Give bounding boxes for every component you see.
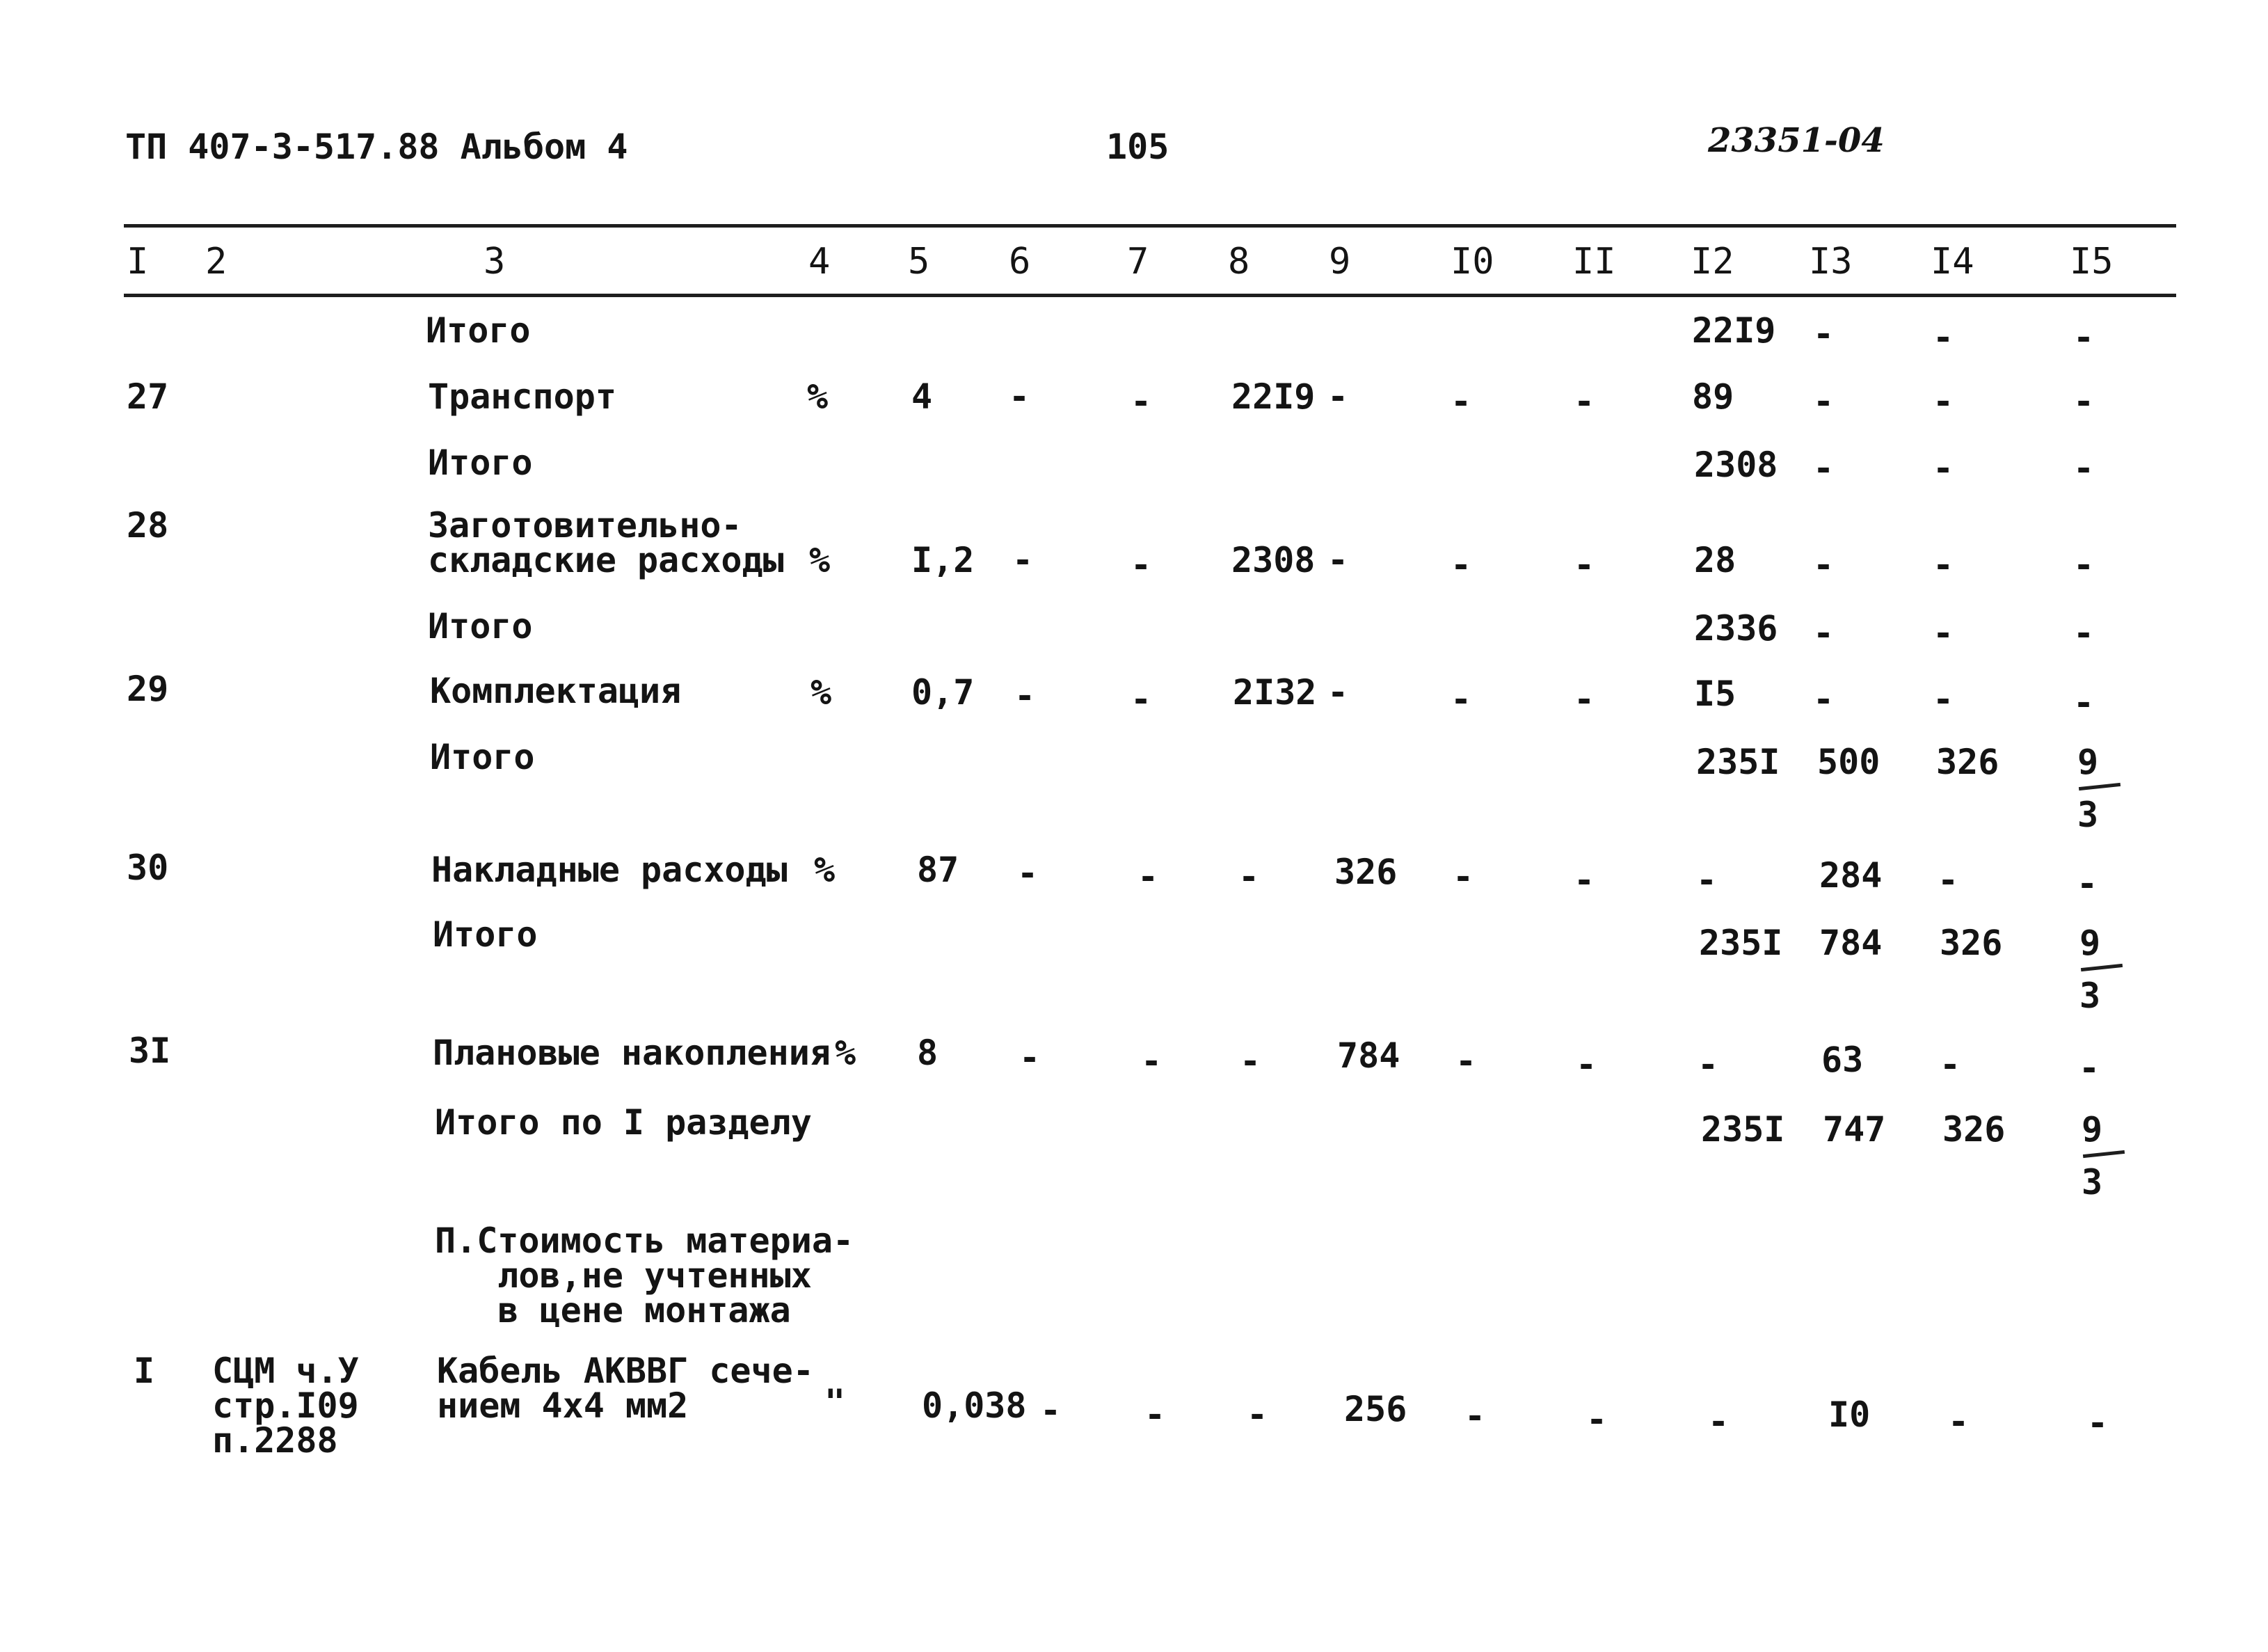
fraction-numerator: 9 <box>2082 1109 2103 1150</box>
cell-col14: - <box>1933 613 1954 653</box>
cell-col6: - <box>1040 1390 1062 1431</box>
cell-col13: - <box>1813 613 1835 653</box>
column-header: 4 <box>808 241 831 283</box>
cell-col7: - <box>1137 857 1159 897</box>
column-header: I4 <box>1931 241 1974 283</box>
cell-col13: - <box>1813 314 1835 354</box>
cell-col8: 2308 <box>1231 540 1316 580</box>
item-name: Итого <box>433 914 538 955</box>
cell-col7: - <box>1131 545 1152 585</box>
item-name: Кабель АКВВГ сече- нием 4х4 мм2 <box>437 1351 814 1426</box>
cell-col15: - <box>2073 448 2095 489</box>
cell-col15: - <box>2073 317 2095 358</box>
column-header: I <box>127 241 149 283</box>
cell-col12: 235I <box>1696 742 1780 782</box>
cell-col13: 284 <box>1819 855 1883 896</box>
cell-col10: - <box>1453 857 1474 897</box>
cell-col5: 0,7 <box>911 672 975 713</box>
inventory-number: 23351-04 <box>1708 121 1885 160</box>
cell-col10: - <box>1455 1041 1477 1081</box>
item-unit: % <box>807 376 829 417</box>
cell-col10: - <box>1451 545 1472 585</box>
cell-col14: - <box>1948 1401 1970 1442</box>
cell-col5: 8 <box>917 1033 939 1073</box>
cell-col13: 747 <box>1823 1109 1886 1150</box>
item-unit: % <box>809 540 831 580</box>
item-unit: % <box>835 1033 856 1073</box>
cell-col15: - <box>2073 683 2095 723</box>
cell-col14: - <box>1938 860 1959 900</box>
cell-col14: - <box>1940 1045 1961 1085</box>
cell-col9: - <box>1327 672 1349 713</box>
fraction-bar <box>2079 783 2121 791</box>
cell-col15-fraction <box>2075 742 2119 835</box>
item-number: 3I <box>129 1031 171 1071</box>
cell-col6: - <box>1009 376 1030 417</box>
cell-col9: 326 <box>1334 852 1398 892</box>
column-header: 7 <box>1127 241 1149 283</box>
cell-col12: 89 <box>1692 376 1734 417</box>
item-number: 30 <box>127 848 169 888</box>
item-name: Итого по I разделу <box>435 1102 812 1143</box>
cell-col8: - <box>1238 857 1260 897</box>
cell-col12: 235I <box>1701 1109 1785 1150</box>
cell-col12: - <box>1696 860 1718 900</box>
cell-col11: - <box>1574 381 1595 422</box>
cell-col12: I5 <box>1694 674 1736 714</box>
item-name: Комплектация <box>430 671 682 711</box>
cell-col7: - <box>1131 679 1152 720</box>
item-number: 29 <box>127 669 169 709</box>
fraction-numerator: 9 <box>2079 923 2101 963</box>
cell-col14: 326 <box>1940 923 2003 963</box>
column-header: 9 <box>1329 241 1351 283</box>
cell-col11: - <box>1574 545 1595 585</box>
cell-col9: - <box>1327 540 1349 580</box>
cell-col10: - <box>1451 679 1472 720</box>
cell-col13: - <box>1813 381 1835 422</box>
cell-col12: - <box>1698 1045 1719 1085</box>
item-name: Итого <box>426 310 531 351</box>
cell-col8: 2I32 <box>1233 672 1317 713</box>
cell-col14: 326 <box>1942 1109 2006 1150</box>
cell-col10: - <box>1451 381 1472 422</box>
cell-col12: 235I <box>1699 923 1783 963</box>
fraction-denominator: 3 <box>2079 976 2101 1016</box>
fraction-bar <box>2083 1150 2125 1158</box>
cell-col15-fraction <box>2077 923 2121 1016</box>
item-number: 27 <box>127 376 169 417</box>
cell-col14: 326 <box>1936 742 1999 782</box>
cell-col13: - <box>1813 545 1835 585</box>
item-unit: % <box>814 850 836 890</box>
cell-col15: - <box>2073 613 2095 653</box>
cell-col7: - <box>1144 1395 1166 1435</box>
cell-col13: - <box>1813 448 1835 489</box>
cell-col12: - <box>1708 1401 1730 1442</box>
cell-col15: - <box>2077 864 2098 904</box>
item-name: Заготовительно- складские расходы <box>428 505 784 580</box>
document-code: ТП 407-3-517.88 Альбом 4 <box>125 127 628 167</box>
cell-col5: I,2 <box>911 540 975 580</box>
cell-col13: 500 <box>1817 742 1880 782</box>
cell-col15: - <box>2073 381 2095 422</box>
cell-col6: - <box>1014 676 1036 716</box>
item-unit: " <box>824 1382 846 1422</box>
cell-col14: - <box>1933 317 1954 358</box>
cell-col9: - <box>1327 376 1349 417</box>
cell-col12: 22I9 <box>1692 310 1776 351</box>
cell-col15: - <box>2087 1403 2109 1443</box>
cell-col14: - <box>1933 448 1954 489</box>
cell-col14: - <box>1933 381 1954 422</box>
item-code: СЦМ ч.У стр.I09 п.2288 <box>212 1351 359 1461</box>
fraction-bar <box>2081 964 2123 971</box>
cell-col5: 87 <box>917 850 959 890</box>
page-number: 105 <box>1106 127 1169 167</box>
item-number: I <box>134 1351 155 1391</box>
item-name: Транспорт <box>428 376 616 417</box>
cell-col8: - <box>1247 1395 1268 1435</box>
cell-col6: - <box>1017 853 1039 893</box>
column-header: 6 <box>1009 241 1031 283</box>
cell-col13: 63 <box>1821 1040 1864 1080</box>
cell-col13: - <box>1813 679 1835 720</box>
item-name: Итого <box>428 606 533 646</box>
item-name: Итого <box>428 443 533 483</box>
cell-col15: - <box>2073 545 2095 585</box>
cell-col8: 22I9 <box>1231 376 1316 417</box>
cell-col6: - <box>1019 1038 1041 1078</box>
column-header: I3 <box>1809 241 1853 283</box>
cell-col15-fraction <box>2079 1109 2123 1202</box>
cell-col8: - <box>1240 1041 1261 1081</box>
cell-col11: - <box>1586 1399 1608 1440</box>
cell-col7: - <box>1131 381 1152 422</box>
cell-col13: I0 <box>1828 1395 1871 1435</box>
cell-col12: 2308 <box>1694 445 1778 485</box>
cell-col11: - <box>1576 1045 1597 1085</box>
table-top-rule <box>124 224 2176 228</box>
column-header: I5 <box>2070 241 2114 283</box>
cell-col12: 28 <box>1694 540 1736 580</box>
cell-col9: 256 <box>1344 1389 1407 1429</box>
column-header: 5 <box>908 241 930 283</box>
column-header: I2 <box>1691 241 1734 283</box>
column-header: 2 <box>205 241 227 283</box>
item-unit: % <box>810 672 832 713</box>
cell-col7: - <box>1141 1041 1163 1081</box>
column-header: I0 <box>1451 241 1494 283</box>
cell-col9: 784 <box>1337 1035 1400 1076</box>
cell-col11: - <box>1574 679 1595 720</box>
column-header: 8 <box>1228 241 1250 283</box>
item-name: Плановые накопления <box>433 1033 831 1073</box>
item-name: Итого <box>430 737 535 777</box>
item-name: Накладные расходы <box>431 850 788 890</box>
cell-col11: - <box>1574 860 1595 900</box>
fraction-numerator: 9 <box>2077 742 2099 782</box>
fraction-denominator: 3 <box>2077 795 2099 835</box>
column-header: II <box>1572 241 1616 283</box>
cell-col13: 784 <box>1819 923 1883 963</box>
section-heading: П.Стоимость материа- лов,не учтенных в цене монтажа <box>435 1221 854 1331</box>
cell-col10: - <box>1464 1396 1486 1436</box>
column-header: 3 <box>484 241 506 283</box>
cell-col12: 2336 <box>1694 608 1778 649</box>
header-bottom-rule <box>124 294 2176 297</box>
cell-col14: - <box>1933 545 1954 585</box>
cell-col5: 4 <box>911 376 933 417</box>
cell-col14: - <box>1933 679 1954 720</box>
fraction-denominator: 3 <box>2082 1162 2103 1202</box>
cell-col5: 0,038 <box>922 1385 1027 1426</box>
item-number: 28 <box>127 505 169 546</box>
cell-col6: - <box>1012 540 1034 580</box>
cell-col15: - <box>2079 1048 2100 1088</box>
